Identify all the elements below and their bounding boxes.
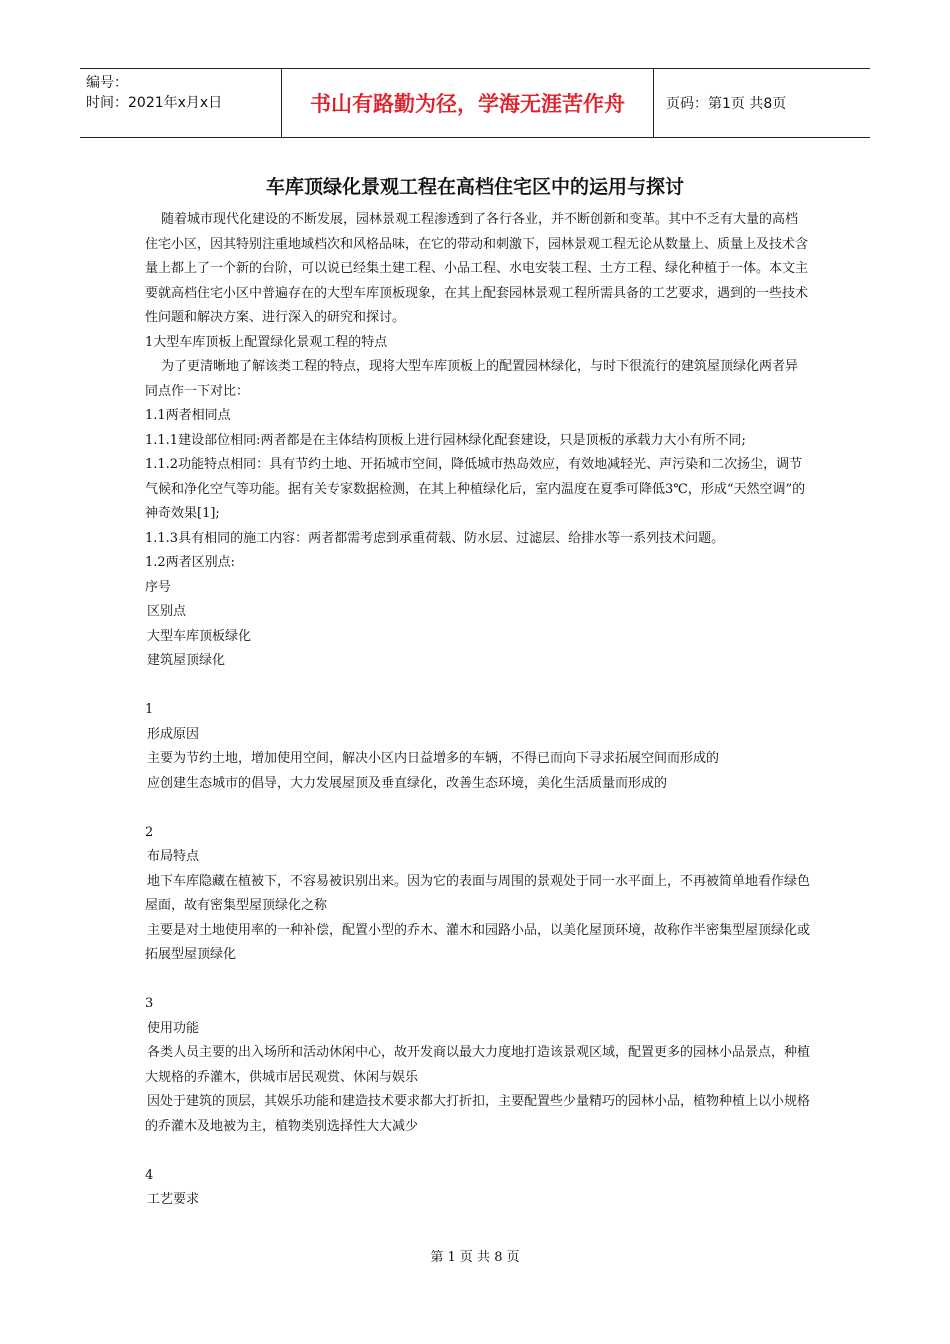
table-cell: 主要为节约土地，增加使用空间，解决小区内日益增多的车辆，不得已而向下寻求拓展空间而形成的: [147, 751, 720, 766]
table-cell: 形成原因: [147, 726, 200, 742]
table-row-number: 3: [145, 996, 154, 1011]
intro-paragraph: 随着城市现代化建设的不断发展，园林景观工程渗透到了各行各业，并不断创新和变革。其中不乏有大量的高档住宅小区，因其特别注重地域档次和风格品味，在它的带动和刺激下，园林景观工程无论从数量上、质量上及技术含量上都上了一个新的台阶，可以说已经集土建工程、小品工程、水电安装工程、土方工程、绿化种植于一体。本文主要就高档住宅小区中普遍存在的大型车库顶板现象，在其上配套园林景观工程所需具备的工艺要求，遇到的一些技术性问题和解决方案、进行深入的研究和探讨。: [145, 212, 809, 325]
header-left-cell: [80, 69, 281, 137]
paragraph: 为了更清晰地了解该类工程的特点，现将大型车库顶板上的配置园林绿化，与时下很流行的建筑屋顶绿化两者异同点作一下对比：: [145, 359, 799, 399]
table-header-cell: 大型车库顶板绿化: [147, 628, 252, 644]
table-header-cell: 区别点: [147, 604, 187, 619]
number-label: 编号：: [86, 75, 128, 91]
time-label: 时间：2021年x月x日: [86, 95, 223, 111]
header-motto: 书山有路勤为径，学海无涯苦作舟: [281, 69, 654, 137]
spacer: [145, 968, 810, 993]
table-cell: 应创建生态城市的倡导，大力发展屋顶及垂直绿化，改善生态环境，美化生活质量而形成的: [147, 775, 668, 791]
table-header-cell: 建筑屋顶绿化: [147, 653, 226, 668]
table-row-number: 1: [145, 702, 154, 717]
header-page-info: 页码：第1页 共8页: [666, 96, 787, 112]
table-cell: 因处于建筑的顶层，其娱乐功能和建造技术要求都大打折扣，主要配置些少量精巧的园林小品，植物种植上以小规格的乔灌木及地被为主，植物类别选择性大大减少: [145, 1094, 811, 1134]
paragraph: 1.1.3具有相同的施工内容：两者都需考虑到承重荷载、防水层、过滤层、给排水等一系列技术问题。: [145, 530, 725, 546]
section-heading: 1大型车库顶板上配置绿化景观工程的特点: [145, 334, 388, 350]
table-header-cell: 序号: [145, 579, 172, 595]
section-heading: 1.1两者相同点: [145, 408, 231, 423]
section-heading: 1.2两者区别点:: [145, 555, 236, 570]
spacer: [145, 674, 810, 699]
table-cell: 主要是对土地使用率的一种补偿，配置小型的乔木、灌木和园路小品，以美化屋顶环境，故称作半密集型屋顶绿化或拓展型屋顶绿化: [145, 922, 811, 962]
paragraph: 1.1.1建设部位相同:两者都是在主体结构顶板上进行园林绿化配套建设，只是顶板的承载力大小有所不同;: [145, 432, 746, 448]
table-cell: 地下车库隐藏在植被下，不容易被识别出来。因为它的表面与周围的景观处于同一水平面上，不再被简单地看作绿色屋面，故有密集型屋顶绿化之称: [145, 873, 811, 913]
page-footer: 第 1 页 共 8 页: [430, 1250, 520, 1265]
table-row-number: 4: [145, 1167, 154, 1183]
document-body: [145, 208, 810, 1213]
table-cell: 使用功能: [147, 1020, 200, 1036]
spacer: [145, 796, 810, 821]
document-title: 车库顶绿化景观工程在高档住宅区中的运用与探讨: [265, 176, 684, 198]
table-row-number: 2: [145, 824, 154, 840]
table-cell: 布局特点: [147, 849, 200, 864]
table-cell: 各类人员主要的出入场所和活动休闲中心，故开发商以最大力度地打造该景观区域，配置更多的园林小品景点，种植大规格的乔灌木，供城市居民观赏、休闲与娱乐: [145, 1045, 811, 1085]
spacer: [145, 1139, 810, 1164]
table-cell: 工艺要求: [147, 1192, 200, 1207]
page-header: [80, 68, 870, 138]
paragraph: 1.1.2功能特点相同：具有节约土地、开拓城市空间，降低城市热岛效应，有效地减轻光、声污染和二次扬尘，调节气候和净化空气等功能。据有关专家数据检测，在其上种植绿化后，室内温度在夏季可降低3℃，形成“天然空调”的神奇效果[1];: [145, 457, 806, 521]
